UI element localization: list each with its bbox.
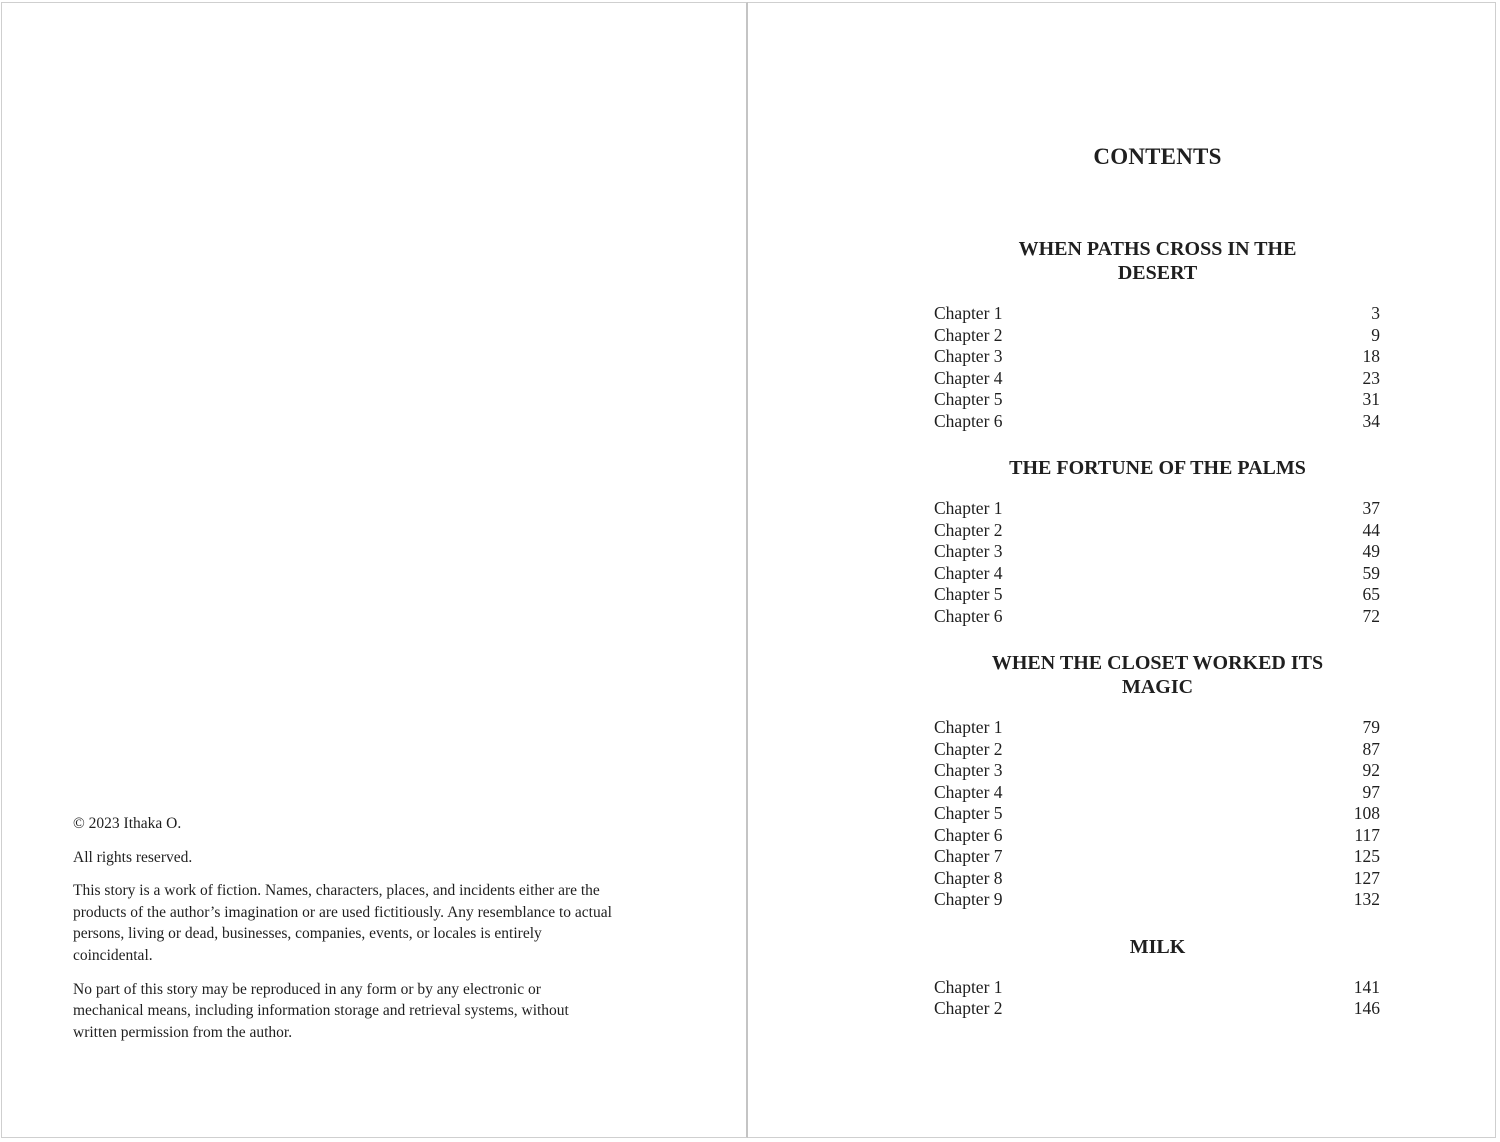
chapter-entry[interactable] — [934, 346, 1381, 368]
chapter-entry[interactable] — [934, 303, 1381, 325]
fiction-notice: This story is a work of fiction. Names, characters, places, and incidents either are the products of the author’s imagination or are used fictitiously. Any resemblance to actual persons, living or dead, businesses, companies, events, or locales is entirely coincidental. — [73, 882, 612, 964]
chapter-page-number: 132 — [1353, 889, 1380, 909]
chapter-page-number: 23 — [1362, 367, 1380, 388]
chapter-label: Chapter 1 — [934, 498, 1003, 518]
chapter-entry[interactable] — [934, 782, 1381, 804]
part-spacer — [934, 432, 1381, 456]
chapter-entry[interactable] — [934, 739, 1381, 761]
chapter-page-number: 72 — [1362, 605, 1380, 626]
part-title: THE FORTUNE OF THE PALMS — [1009, 457, 1306, 479]
chapter-page-number: 146 — [1353, 998, 1380, 1018]
copyright-block — [73, 813, 613, 1055]
chapter-entry[interactable] — [934, 998, 1381, 1020]
chapter-label: Chapter 2 — [934, 519, 1003, 540]
chapter-entry[interactable] — [934, 325, 1381, 347]
chapter-entry[interactable] — [934, 584, 1381, 606]
chapter-page-number: 108 — [1353, 803, 1380, 823]
toc-part — [934, 237, 1381, 432]
chapter-page-number: 65 — [1362, 584, 1380, 604]
chapter-label: Chapter 4 — [934, 367, 1003, 388]
reproduction-notice: No part of this story may be reproduced in any form or by any electronic or mechanical means, including information storage and retrieval systems, without written permission from the author. — [73, 980, 569, 1041]
chapter-label: Chapter 2 — [934, 324, 1003, 345]
chapter-label: Chapter 2 — [934, 738, 1003, 759]
chapter-entry[interactable] — [934, 498, 1381, 520]
part-title: WHEN THE CLOSET WORKED ITS MAGIC — [991, 652, 1324, 698]
chapter-entry[interactable] — [934, 889, 1381, 911]
chapter-label: Chapter 6 — [934, 605, 1003, 626]
chapter-label: Chapter 2 — [934, 998, 1003, 1018]
chapter-entry[interactable] — [934, 760, 1381, 782]
chapter-page-number: 141 — [1353, 976, 1380, 997]
chapter-label: Chapter 1 — [934, 717, 1003, 737]
part-title: WHEN PATHS CROSS IN THE DESERT — [1018, 238, 1297, 284]
chapter-entry[interactable] — [934, 520, 1381, 542]
chapter-page-number: 97 — [1362, 781, 1380, 802]
table-of-contents — [934, 237, 1381, 1020]
chapter-label: Chapter 8 — [934, 867, 1003, 888]
chapter-entry[interactable] — [934, 606, 1381, 628]
part-title: MILK — [1129, 935, 1186, 958]
chapter-label: Chapter 5 — [934, 389, 1003, 409]
chapter-entry[interactable] — [934, 389, 1381, 411]
part-spacer — [934, 627, 1381, 651]
chapter-label: Chapter 5 — [934, 584, 1003, 604]
chapter-entry[interactable] — [934, 563, 1381, 585]
chapter-label: Chapter 7 — [934, 846, 1003, 866]
chapter-page-number: 34 — [1362, 410, 1380, 431]
chapter-page-number: 37 — [1362, 498, 1380, 518]
chapter-label: Chapter 6 — [934, 824, 1003, 845]
toc-part — [934, 456, 1381, 627]
chapter-entry[interactable] — [934, 368, 1381, 390]
chapter-label: Chapter 5 — [934, 803, 1003, 823]
chapter-entry[interactable] — [934, 717, 1381, 739]
chapter-label: Chapter 3 — [934, 760, 1003, 780]
chapter-page-number: 92 — [1362, 760, 1380, 780]
chapter-entry[interactable] — [934, 977, 1381, 999]
chapter-label: Chapter 3 — [934, 346, 1003, 366]
chapter-page-number: 31 — [1362, 389, 1380, 409]
chapter-label: Chapter 4 — [934, 562, 1003, 583]
chapter-label: Chapter 6 — [934, 410, 1003, 431]
rights-line: All rights reserved. — [73, 848, 193, 866]
copyright-line: © 2023 Ithaka O. — [73, 815, 182, 832]
chapter-label: Chapter 4 — [934, 781, 1003, 802]
chapter-page-number: 127 — [1353, 867, 1380, 888]
chapter-label: Chapter 1 — [934, 976, 1003, 997]
chapter-label: Chapter 9 — [934, 889, 1003, 909]
right-page — [748, 2, 1496, 1138]
chapter-label: Chapter 3 — [934, 541, 1003, 561]
chapter-page-number: 117 — [1354, 824, 1380, 845]
contents-title: CONTENTS — [1093, 144, 1222, 169]
toc-part — [934, 651, 1381, 911]
toc-part — [934, 935, 1381, 1020]
chapter-entry[interactable] — [934, 541, 1381, 563]
chapter-page-number: 49 — [1362, 541, 1380, 561]
left-page — [1, 2, 748, 1138]
chapter-entry[interactable] — [934, 825, 1381, 847]
chapter-page-number: 3 — [1371, 303, 1380, 323]
chapter-page-number: 18 — [1362, 346, 1380, 366]
chapter-entry[interactable] — [934, 868, 1381, 890]
chapter-entry[interactable] — [934, 411, 1381, 433]
part-spacer — [934, 911, 1381, 935]
chapter-page-number: 79 — [1362, 717, 1380, 737]
chapter-page-number: 59 — [1362, 562, 1380, 583]
chapter-entry[interactable] — [934, 803, 1381, 825]
chapter-page-number: 44 — [1362, 519, 1380, 540]
chapter-page-number: 125 — [1353, 846, 1380, 866]
chapter-label: Chapter 1 — [934, 303, 1003, 323]
chapter-entry[interactable] — [934, 846, 1381, 868]
chapter-page-number: 9 — [1371, 324, 1380, 345]
chapter-page-number: 87 — [1362, 738, 1380, 759]
